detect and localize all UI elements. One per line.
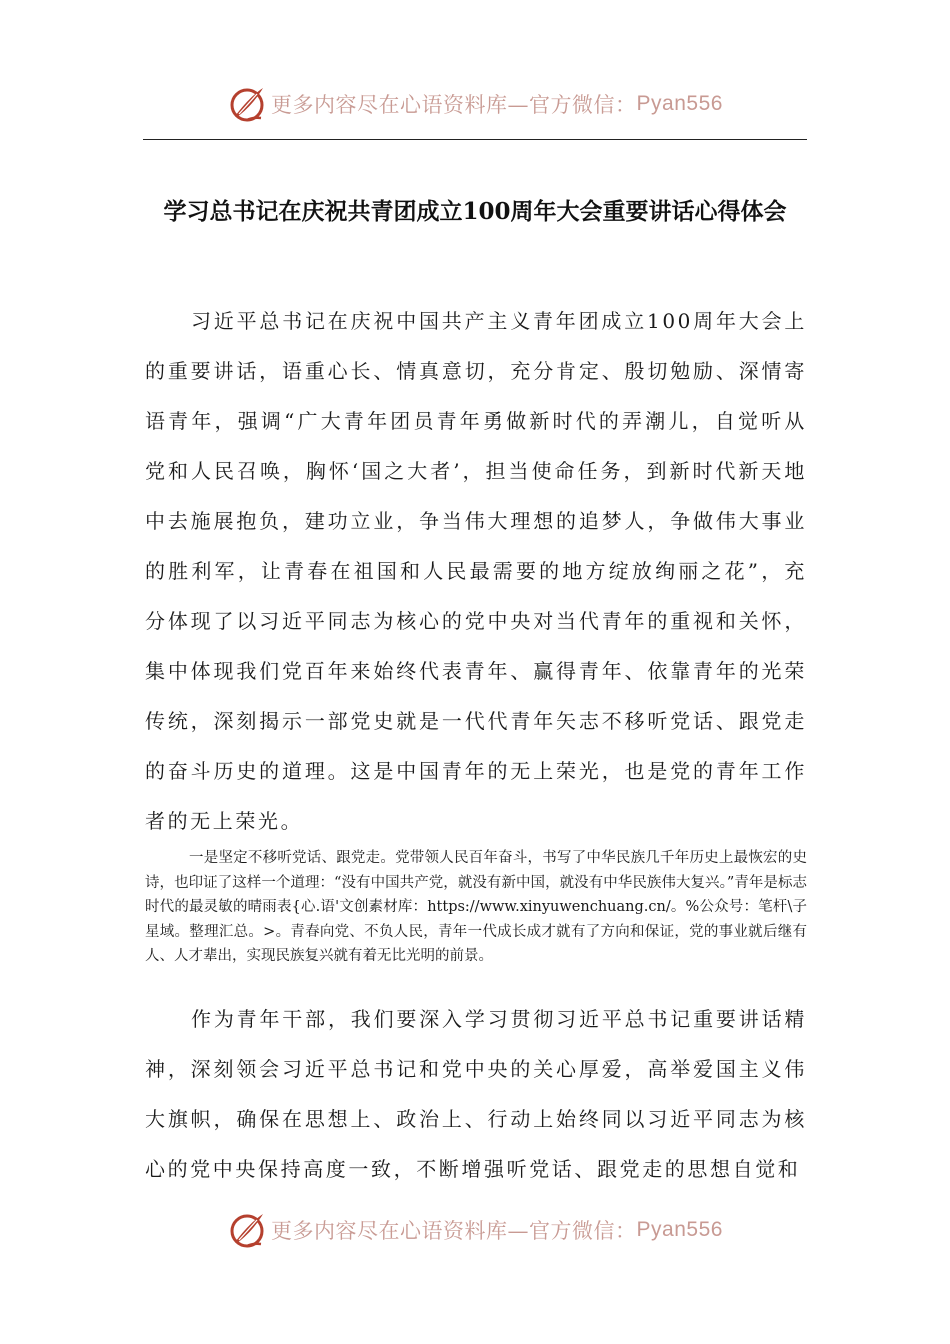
document-title: 学习总书记在庆祝共青团成立100周年大会重要讲话心得体会: [163, 198, 787, 226]
quill-pen-logo-icon: [227, 84, 267, 124]
header-banner: [0, 82, 950, 126]
footer-banner-text: 更多内容尽在心语资料库—官方微信：: [271, 1219, 637, 1243]
header-banner-account: Pyan556: [636, 92, 723, 115]
quill-pen-logo-icon: [227, 1210, 267, 1250]
footer-banner: [0, 1208, 950, 1252]
body-paragraph-2: 一是坚定不移听党话、跟党走。党带领人民百年奋斗，书写了中华民族几千年历史上最恢宏的史诗，也印证了这样一个道理：“没有中国共产党，就没有新中国，就没有中华民族伟大复兴。”青年是标志时代的最灵敏的晴雨表{心.语'文创素材库：https://www.xinyuwenchuang.cn/。%公众号：笔杆\子星域。整理汇总。>。青春向党、不负人民，青年一代成长成才就有了方向和保证，党的事业就后继有人、人才辈出，实现民族复兴就有着无比光明的前景。: [145, 850, 807, 964]
header-divider: [143, 139, 807, 140]
header-banner-text: 更多内容尽在心语资料库—官方微信：: [271, 93, 637, 117]
body-paragraph-1: 习近平总书记在庆祝中国共产主义青年团成立100周年大会上的重要讲话，语重心长、情真意切，充分肯定、殷切勉励、深情寄语青年，强调“广大青年团员青年勇做新时代的弄潮儿，自觉听从党和人民召唤，胸怀‘国之大者’，担当使命任务，到新时代新天地中去施展抱负，建功立业，争当伟大理想的追梦人，争做伟大事业的胜利军，让青春在祖国和人民最需要的地方绽放绚丽之花”，充分体现了以习近平同志为核心的党中央对当代青年的重视和关怀，集中体现我们党百年来始终代表青年、赢得青年、依靠青年的光荣传统，深刻揭示一部党史就是一代代青年矢志不移听党话、跟党走的奋斗历史的道理。这是中国青年的无上荣光，也是党的青年工作者的无上荣光。: [145, 309, 807, 833]
body-paragraph-3: 作为青年干部，我们要深入学习贯彻习近平总书记重要讲话精神，深刻领会习近平总书记和党中央的关心厚爱，高举爱国主义伟大旗帜，确保在思想上、政治上、行动上始终同以习近平同志为核心的党中央保持高度一致，不断增强听党话、跟党走的思想自觉和: [145, 1007, 807, 1181]
footer-banner-account: Pyan556: [636, 1218, 723, 1241]
